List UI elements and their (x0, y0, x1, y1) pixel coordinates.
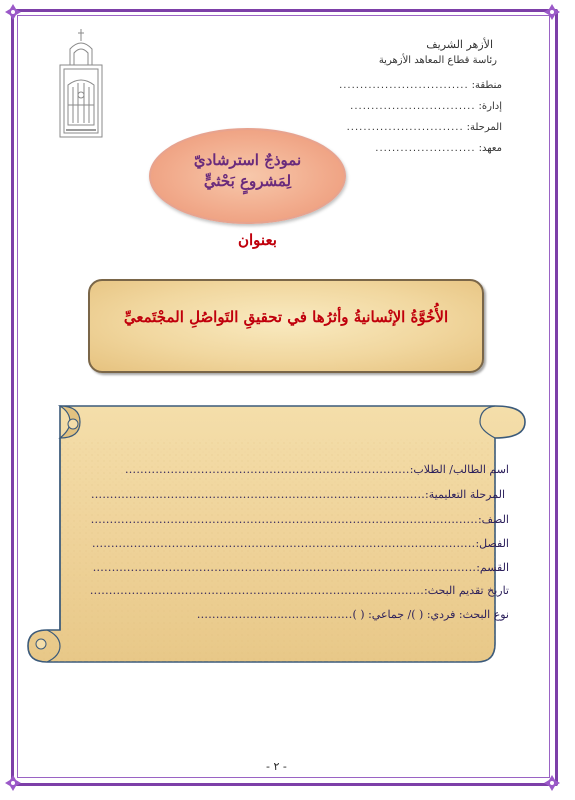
department-label: القسم: (476, 561, 509, 574)
institute-dots: ........................ (375, 143, 476, 154)
stage-field (347, 122, 502, 133)
grade-field (91, 513, 509, 526)
corner-ornament-icon (543, 774, 561, 792)
administration-field (350, 101, 502, 112)
department-field (93, 561, 509, 574)
class-dots[interactable]: ..................................................................................................... (91, 537, 476, 550)
sector-name: رئاسة قطاع المعاهد الأزهرية (378, 55, 497, 66)
page-number: - ٢ - (266, 760, 287, 773)
al-azhar-logo-icon (56, 25, 106, 143)
institute-field (375, 143, 502, 154)
stage-dots: ............................ (346, 122, 464, 133)
corner-ornament-icon (4, 3, 22, 21)
grade-dots[interactable]: ...................................................................................................... (90, 513, 478, 526)
submission-date-field (90, 584, 509, 597)
student-info-scroll (25, 400, 530, 668)
research-title-box (88, 279, 484, 373)
oval-line-2: لِمَشروعٍ بَحْثيٍّ (203, 172, 292, 190)
research-title: الأُخُوَّةُ الإنْسانيةُ وأثرُها في تحقيقِ التَواصُلِ المجْتَمعيِّ (123, 308, 449, 326)
corner-ornament-icon (543, 3, 561, 21)
research-type-dots[interactable]: ......................................... (196, 608, 353, 621)
region-label: منطقة: (471, 80, 502, 91)
class-field (92, 537, 509, 550)
research-type-field (197, 608, 509, 621)
student-name-label: اسم الطالب/ الطلاب: (409, 463, 509, 476)
education-stage-field (91, 488, 505, 501)
department-dots[interactable]: ..................................................................................................... (92, 561, 477, 574)
region-dots: ............................... (339, 80, 469, 91)
student-name-dots[interactable]: ........................................................................... (124, 463, 410, 476)
submission-date-dots[interactable]: ........................................................................................ (89, 584, 424, 597)
guide-model-oval (149, 128, 346, 224)
submission-date-label: تاريخ تقديم البحث: (424, 584, 509, 597)
title-heading: بعنوان (238, 231, 277, 249)
education-stage-dots[interactable]: ........................................................................................ (90, 488, 426, 501)
administration-dots: .............................. (350, 101, 476, 112)
grade-label: الصف: (477, 513, 509, 526)
scroll-background (25, 400, 530, 668)
class-label: الفصل: (475, 537, 509, 550)
region-field (339, 80, 502, 91)
research-type-label: نوع البحث: فردي: ( )/ جماعي: ( ) (352, 608, 509, 621)
oval-line-1: نموذجٌ استرشاديّ (193, 151, 302, 169)
institution-name: الأزهر الشريف (426, 38, 493, 51)
institute-label: معهد: (478, 143, 502, 154)
corner-ornament-icon (4, 774, 22, 792)
student-name-field (125, 463, 509, 476)
administration-label: إدارة: (478, 101, 502, 112)
education-stage-label: المرحلة التعليمية: (425, 488, 505, 501)
stage-label: المرحلة: (466, 122, 502, 133)
